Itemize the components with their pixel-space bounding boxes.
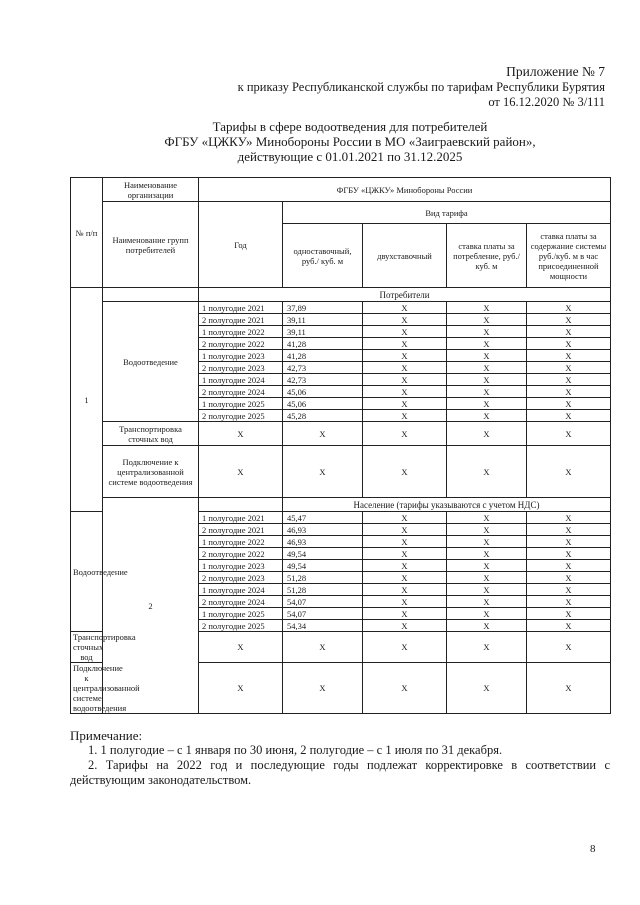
consumption-rate-value: Х <box>447 362 527 374</box>
consumption-rate-value: Х <box>447 596 527 608</box>
consumption-rate-value: Х <box>447 350 527 362</box>
maintenance-rate-value: Х <box>527 620 611 632</box>
group-cell <box>103 288 199 302</box>
connection-two-rate: Х <box>363 663 447 714</box>
period-cell: 2 полугодие 2025 <box>199 410 283 422</box>
period-cell: 2 полугодие 2022 <box>199 338 283 350</box>
period-cell: 1 полугодие 2025 <box>199 608 283 620</box>
period-cell: 2 полугодие 2024 <box>199 386 283 398</box>
maintenance-rate-value: Х <box>527 398 611 410</box>
consumption-rate-value: Х <box>447 536 527 548</box>
maintenance-rate-value: Х <box>527 314 611 326</box>
consumption-rate-value: Х <box>447 374 527 386</box>
maintenance-rate-value: Х <box>527 302 611 314</box>
single-rate-value: 51,28 <box>283 572 363 584</box>
period-cell: 2 полугодие 2021 <box>199 314 283 326</box>
note-item: 2. Тарифы на 2022 год и последующие годы подлежат корректировке в соответствии с действующим законодательством. <box>70 758 610 787</box>
consumption-rate-value: Х <box>447 338 527 350</box>
maintenance-rate-value: Х <box>527 560 611 572</box>
consumption-rate-value: Х <box>447 608 527 620</box>
single-rate-value: 45,06 <box>283 398 363 410</box>
section-title: Потребители <box>199 288 611 302</box>
group-cell <box>199 498 283 512</box>
two-rate-value: Х <box>363 362 447 374</box>
transport-row <box>71 422 611 446</box>
single-rate-value: 42,73 <box>283 362 363 374</box>
single-rate-value: 45,28 <box>283 410 363 422</box>
single-rate-header: одноставочный, руб./ куб. м <box>283 224 363 288</box>
two-rate-value: Х <box>363 548 447 560</box>
period-cell: 1 полугодие 2023 <box>199 350 283 362</box>
transport-consumption: Х <box>447 632 527 663</box>
service-name: Водоотведение <box>103 302 199 422</box>
transport-year: Х <box>199 422 283 446</box>
single-rate-value: 42,73 <box>283 374 363 386</box>
organization-label: Наименование организации <box>103 178 199 202</box>
row-number: 2 <box>103 498 199 714</box>
consumption-rate-value: Х <box>447 572 527 584</box>
maintenance-rate-value: Х <box>527 524 611 536</box>
connection-maintenance: Х <box>527 446 611 498</box>
section-title-row <box>71 498 611 512</box>
single-rate-value: 46,93 <box>283 536 363 548</box>
two-rate-value: Х <box>363 572 447 584</box>
note-item: 1. 1 полугодие – с 1 января по 30 июня, 2 полугодие – с 1 июля по 31 декабря. <box>88 743 503 757</box>
connection-row <box>71 446 611 498</box>
single-rate-value: 45,06 <box>283 386 363 398</box>
single-rate-value: 54,07 <box>283 608 363 620</box>
column-number-header: № п/п <box>71 178 103 288</box>
single-rate-value: 49,54 <box>283 548 363 560</box>
maintenance-rate-value: Х <box>527 374 611 386</box>
period-cell: 1 полугодие 2022 <box>199 536 283 548</box>
consumer-group-header: Наименование групп потребителей <box>103 202 199 288</box>
consumption-rate-header: ставка платы за потребление, руб./ куб. м <box>447 224 527 288</box>
connection-maintenance: Х <box>527 663 611 714</box>
consumption-rate-value: Х <box>447 326 527 338</box>
consumption-rate-value: Х <box>447 314 527 326</box>
two-rate-value: Х <box>363 596 447 608</box>
consumption-rate-value: Х <box>447 620 527 632</box>
single-rate-value: 41,28 <box>283 350 363 362</box>
two-rate-value: Х <box>363 398 447 410</box>
appendix-number: Приложение № 7 <box>506 64 605 79</box>
period-cell: 2 полугодие 2021 <box>199 524 283 536</box>
maintenance-rate-value: Х <box>527 572 611 584</box>
maintenance-rate-value: Х <box>527 338 611 350</box>
section-title-row <box>71 288 611 302</box>
two-rate-value: Х <box>363 374 447 386</box>
consumption-rate-value: Х <box>447 584 527 596</box>
maintenance-rate-value: Х <box>527 596 611 608</box>
tariff-kind-header: Вид тарифа <box>283 202 611 224</box>
maintenance-rate-header: ставка платы за содержание системы руб./куб. м в час присоединенной мощности <box>527 224 611 288</box>
row-number: 1 <box>71 288 103 512</box>
connection-year: Х <box>199 663 283 714</box>
period-cell: 1 полугодие 2024 <box>199 584 283 596</box>
two-rate-value: Х <box>363 512 447 524</box>
consumption-rate-value: Х <box>447 512 527 524</box>
notes-heading: Примечание: <box>70 728 143 743</box>
consumption-rate-value: Х <box>447 410 527 422</box>
single-rate-value: 54,34 <box>283 620 363 632</box>
period-cell: 1 полугодие 2024 <box>199 374 283 386</box>
maintenance-rate-value: Х <box>527 512 611 524</box>
two-rate-value: Х <box>363 524 447 536</box>
single-rate-value: 41,28 <box>283 338 363 350</box>
two-rate-header: двухставочный <box>363 224 447 288</box>
section-title: Население (тарифы указываются с учетом НДС) <box>283 498 611 512</box>
single-rate-value: 37,89 <box>283 302 363 314</box>
single-rate-value: 51,28 <box>283 584 363 596</box>
organization-name: ФГБУ «ЦЖКУ» Минобороны России <box>199 178 611 202</box>
maintenance-rate-value: Х <box>527 608 611 620</box>
period-cell: 1 полугодие 2023 <box>199 560 283 572</box>
maintenance-rate-value: Х <box>527 362 611 374</box>
document-title-line-2: ФГБУ «ЦЖКУ» Минобороны России в МО «Заиграевский район», <box>164 134 536 149</box>
connection-consumption: Х <box>447 446 527 498</box>
connection-label: Подключение к централизованной системе водоотведения <box>103 446 199 498</box>
maintenance-rate-value: Х <box>527 584 611 596</box>
consumption-rate-value: Х <box>447 560 527 572</box>
single-rate-value: 54,07 <box>283 596 363 608</box>
transport-consumption: Х <box>447 422 527 446</box>
connection-two-rate: Х <box>363 446 447 498</box>
maintenance-rate-value: Х <box>527 386 611 398</box>
single-rate-value: 45,47 <box>283 512 363 524</box>
two-rate-value: Х <box>363 608 447 620</box>
maintenance-rate-value: Х <box>527 326 611 338</box>
connection-year: Х <box>199 446 283 498</box>
transport-two-rate: Х <box>363 632 447 663</box>
year-header: Год <box>199 202 283 288</box>
consumption-rate-value: Х <box>447 386 527 398</box>
single-rate-value: 46,93 <box>283 524 363 536</box>
single-rate-value: 39,11 <box>283 326 363 338</box>
two-rate-value: Х <box>363 620 447 632</box>
single-rate-value: 49,54 <box>283 560 363 572</box>
consumption-rate-value: Х <box>447 524 527 536</box>
transport-maintenance: Х <box>527 632 611 663</box>
two-rate-value: Х <box>363 584 447 596</box>
service-name: Водоотведение <box>71 512 103 632</box>
period-cell: 2 полугодие 2022 <box>199 548 283 560</box>
two-rate-value: Х <box>363 386 447 398</box>
document-title-line-3: действующие с 01.01.2021 по 31.12.2025 <box>237 149 463 164</box>
transport-maintenance: Х <box>527 422 611 446</box>
consumption-rate-value: Х <box>447 302 527 314</box>
transport-rate: Х <box>283 422 363 446</box>
two-rate-value: Х <box>363 326 447 338</box>
period-cell: 1 полугодие 2022 <box>199 326 283 338</box>
two-rate-value: Х <box>363 350 447 362</box>
period-cell: 2 полугодие 2023 <box>199 362 283 374</box>
two-rate-value: Х <box>363 536 447 548</box>
period-cell: 1 полугодие 2025 <box>199 398 283 410</box>
table-row <box>71 302 611 314</box>
single-rate-value: 39,11 <box>283 314 363 326</box>
page-number: 8 <box>590 843 596 855</box>
connection-consumption: Х <box>447 663 527 714</box>
consumption-rate-value: Х <box>447 398 527 410</box>
transport-year: Х <box>199 632 283 663</box>
transport-rate: Х <box>283 632 363 663</box>
period-cell: 2 полугодие 2025 <box>199 620 283 632</box>
two-rate-value: Х <box>363 410 447 422</box>
tariff-table <box>70 177 611 714</box>
order-reference: к приказу Республиканской службы по тарифам Республики Бурятия <box>237 80 605 94</box>
order-date: от 16.12.2020 № 3/111 <box>488 95 605 109</box>
period-cell: 1 полугодие 2021 <box>199 512 283 524</box>
maintenance-rate-value: Х <box>527 548 611 560</box>
transport-label: Транспортировка сточных вод <box>103 422 199 446</box>
maintenance-rate-value: Х <box>527 350 611 362</box>
maintenance-rate-value: Х <box>527 410 611 422</box>
two-rate-value: Х <box>363 338 447 350</box>
connection-rate: Х <box>283 446 363 498</box>
connection-label: Подключение к централизованной системе водоотведения <box>71 663 103 714</box>
maintenance-rate-value: Х <box>527 536 611 548</box>
connection-rate: Х <box>283 663 363 714</box>
transport-two-rate: Х <box>363 422 447 446</box>
transport-label: Транспортировка сточных вод <box>71 632 103 663</box>
two-rate-value: Х <box>363 560 447 572</box>
period-cell: 1 полугодие 2021 <box>199 302 283 314</box>
two-rate-value: Х <box>363 314 447 326</box>
period-cell: 2 полугодие 2024 <box>199 596 283 608</box>
period-cell: 2 полугодие 2023 <box>199 572 283 584</box>
two-rate-value: Х <box>363 302 447 314</box>
consumption-rate-value: Х <box>447 548 527 560</box>
document-title-line-1: Тарифы в сфере водоотведения для потребителей <box>212 119 488 134</box>
